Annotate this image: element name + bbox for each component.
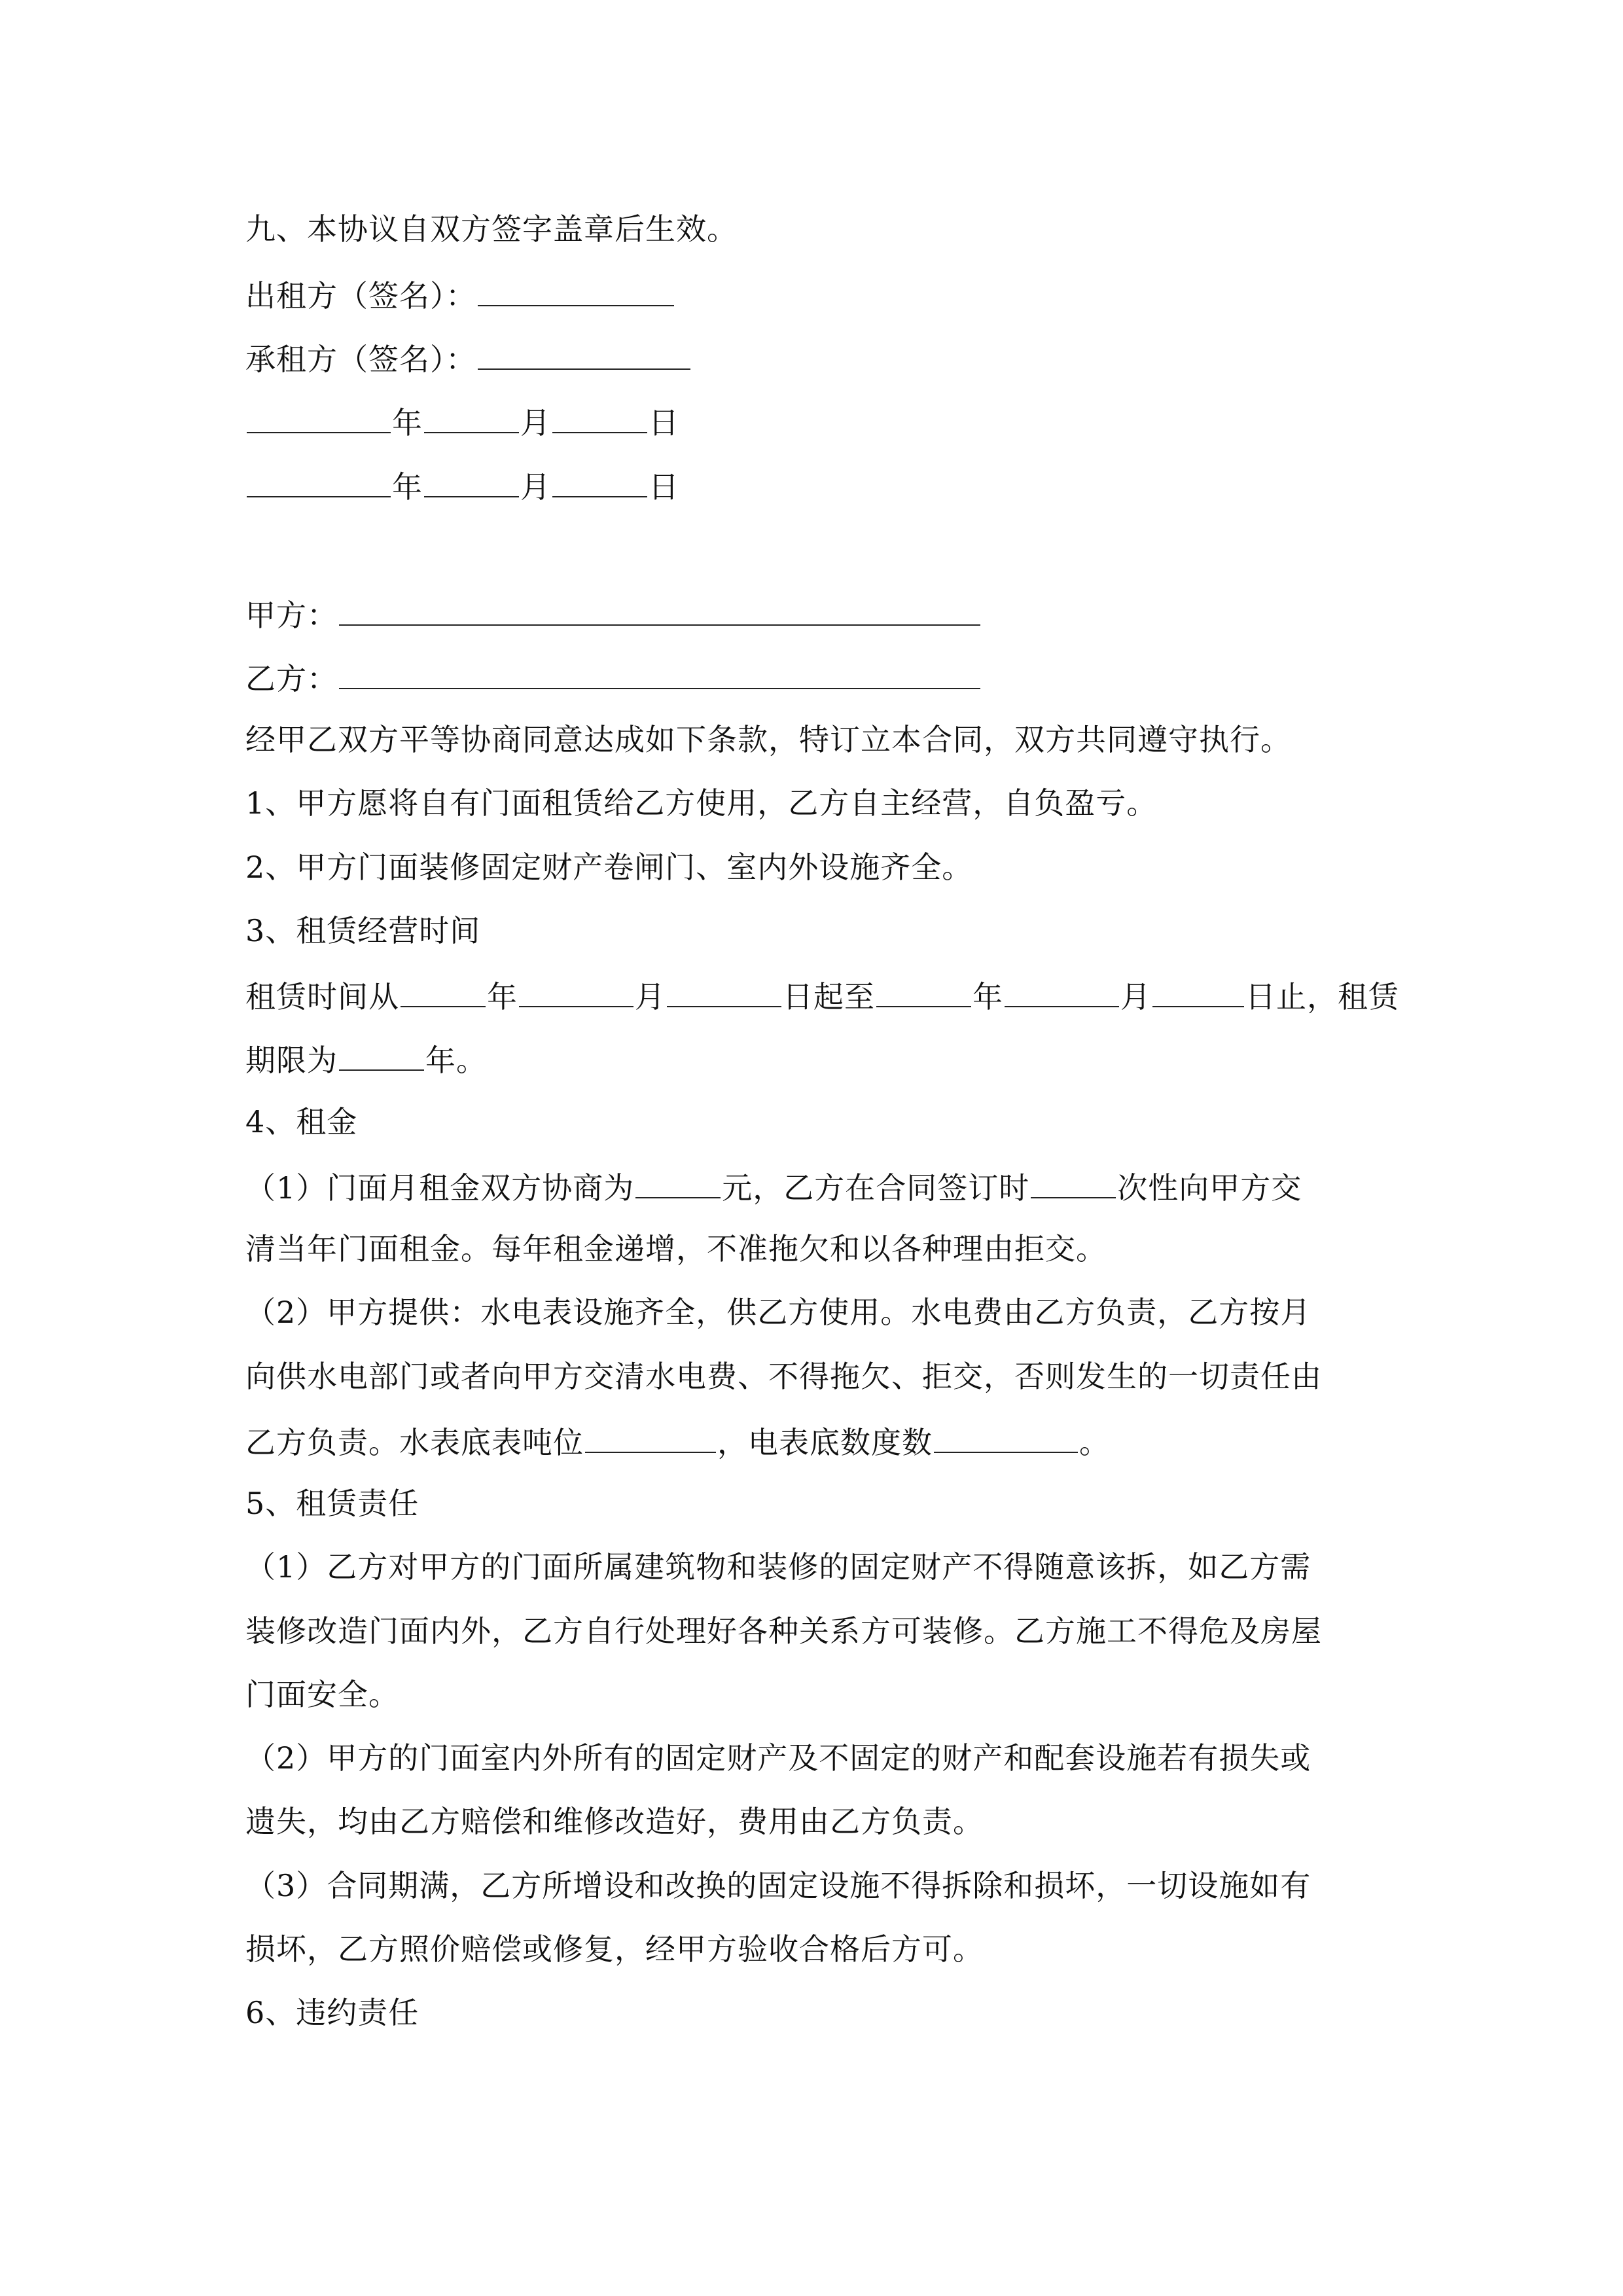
utilities-line-2: 向供水电部门或者向甲方交清水电费、不得拖欠、拒交，否则发生的一切责任由 — [245, 1359, 1322, 1394]
lease-end-year-blank[interactable] — [876, 975, 971, 1007]
water-meter-blank[interactable] — [585, 1420, 716, 1453]
lease-start-day-unit: 日起至 — [783, 979, 875, 1014]
party-b-line — [245, 656, 982, 698]
lease-term-line — [245, 975, 1399, 1016]
responsibility-2-line-1: （2）甲方的门面室内外所有的固定财产及不固定的财产和配套设施若有损失或 — [245, 1740, 1311, 1776]
item-2: 2、甲方门面装修固定财产卷闸门、室内外设施齐全。 — [245, 850, 973, 885]
lease-duration-prefix: 期限为 — [245, 1043, 338, 1078]
date-2-year-blank[interactable] — [247, 465, 391, 497]
date-1-year-blank[interactable] — [247, 401, 391, 433]
party-b-blank[interactable] — [339, 656, 980, 689]
party-a-line — [245, 593, 982, 635]
responsibility-3-line-2: 损坏，乙方照价赔偿或修复，经甲方验收合格后方可。 — [245, 1931, 984, 1967]
date-1-month-unit: 月 — [520, 405, 551, 440]
electric-meter-blank[interactable] — [934, 1420, 1078, 1453]
payment-times-blank[interactable] — [1031, 1166, 1116, 1198]
lessee-signature-line — [245, 337, 692, 379]
responsibility-2-line-2: 遗失，均由乙方赔偿和维修改造好，费用由乙方负责。 — [245, 1804, 984, 1839]
utilities-line-1: （2）甲方提供：水电表设施齐全，供乙方使用。水电费由乙方负责，乙方按月 — [245, 1295, 1311, 1330]
lessee-signature-label: 承租方（签名）： — [245, 342, 476, 377]
date-2-month-unit: 月 — [520, 469, 551, 505]
lease-end-month-unit: 月 — [1120, 979, 1151, 1014]
utilities-line-3-b: ，电表底数度数 — [717, 1425, 933, 1460]
lessee-signature-blank[interactable] — [478, 337, 690, 370]
date-2-day-unit: 日 — [649, 469, 679, 505]
lease-duration-blank[interactable] — [339, 1038, 424, 1071]
utilities-line-3 — [245, 1420, 1110, 1462]
rent-line-1-c: 次性向甲方交 — [1117, 1170, 1302, 1206]
date-2-day-blank[interactable] — [552, 465, 647, 497]
lessor-signature-blank[interactable] — [478, 274, 674, 306]
rent-line-1 — [245, 1166, 1302, 1208]
lease-duration-suffix: 年。 — [425, 1043, 487, 1078]
responsibility-1-line-2: 装修改造门面内外，乙方自行处理好各种关系方可装修。乙方施工不得危及房屋 — [245, 1613, 1322, 1649]
date-line-1 — [245, 401, 679, 442]
lease-end-year-unit: 年 — [972, 979, 1003, 1014]
lease-start-year-unit: 年 — [487, 979, 518, 1014]
item-6-title: 6、违约责任 — [245, 1995, 419, 2030]
item-5-title: 5、租赁责任 — [245, 1486, 419, 1521]
lease-start-month-unit: 月 — [635, 979, 666, 1014]
rent-line-1-a: （1）门面月租金双方协商为 — [245, 1170, 635, 1206]
lease-end-month-blank[interactable] — [1005, 975, 1119, 1007]
item-4-title: 4、租金 — [245, 1104, 358, 1139]
responsibility-1-line-1: （1）乙方对甲方的门面所属建筑物和装修的固定财产不得随意该拆，如乙方需 — [245, 1549, 1311, 1585]
party-a-blank[interactable] — [339, 593, 980, 626]
item-1: 1、甲方愿将自有门面租赁给乙方使用，乙方自主经营，自负盈亏。 — [245, 785, 1158, 821]
date-1-day-blank[interactable] — [552, 401, 647, 433]
responsibility-1-line-3: 门面安全。 — [245, 1677, 399, 1712]
date-line-2 — [245, 465, 679, 507]
date-2-year-unit: 年 — [392, 469, 423, 505]
date-1-year-unit: 年 — [392, 405, 423, 440]
item-3-title: 3、租赁经营时间 — [245, 913, 481, 948]
lease-start-month-blank[interactable] — [519, 975, 633, 1007]
party-a-label: 甲方： — [245, 598, 338, 633]
date-2-month-blank[interactable] — [424, 465, 519, 497]
lease-start-year-blank[interactable] — [401, 975, 486, 1007]
lease-end-day-blank[interactable] — [1152, 975, 1244, 1007]
rent-line-1-b: 元，乙方在合同签订时 — [722, 1170, 1030, 1206]
lease-start-day-blank[interactable] — [667, 975, 781, 1007]
lease-end-day-unit: 日止，租赁 — [1245, 979, 1399, 1014]
lessor-signature-label: 出租方（签名）： — [245, 278, 476, 314]
lessor-signature-line — [245, 274, 675, 315]
utilities-line-3-a: 乙方负责。水表底表吨位 — [245, 1425, 584, 1460]
rent-line-2: 清当年门面租金。每年租金递增，不准拖欠和以各种理由拒交。 — [245, 1231, 1107, 1266]
lease-duration-line — [245, 1038, 487, 1080]
responsibility-3-line-1: （3）合同期满，乙方所增设和改换的固定设施不得拆除和损坏，一切设施如有 — [245, 1868, 1311, 1903]
utilities-line-3-c: 。 — [1079, 1425, 1110, 1460]
date-1-month-blank[interactable] — [424, 401, 519, 433]
party-b-label: 乙方： — [245, 661, 338, 696]
clause-9: 九、本协议自双方签字盖章后生效。 — [245, 211, 738, 247]
lease-term-prefix: 租赁时间从 — [245, 979, 399, 1014]
date-1-day-unit: 日 — [649, 405, 679, 440]
monthly-rent-blank[interactable] — [635, 1166, 721, 1198]
intro-paragraph: 经甲乙双方平等协商同意达成如下条款，特订立本合同，双方共同遵守执行。 — [245, 722, 1291, 757]
